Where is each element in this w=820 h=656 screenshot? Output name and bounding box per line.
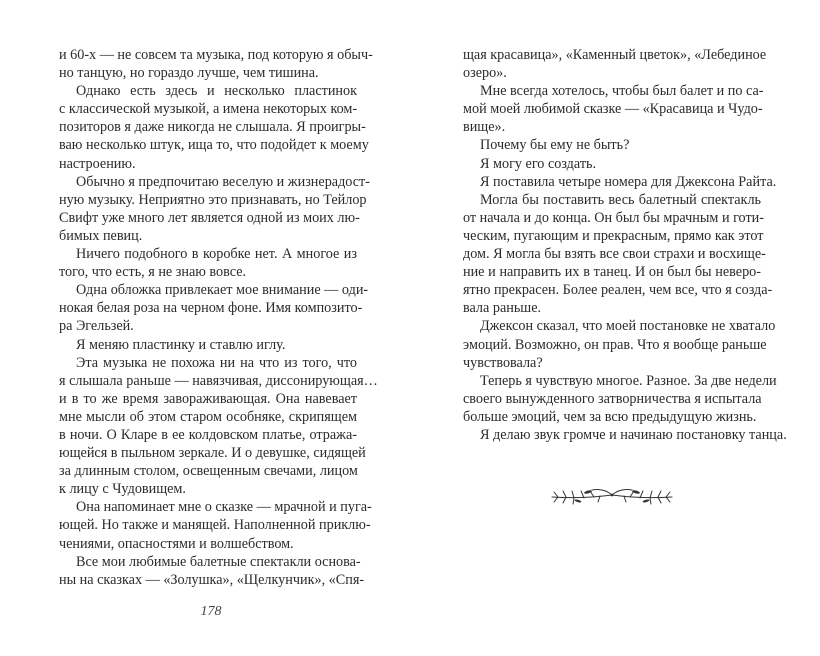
text-line: ющей. Но также и манящей. Наполненной приклю- <box>59 517 371 534</box>
text-line: от начала и до конца. Он был бы мрачным и готи- <box>463 209 764 226</box>
text-line: мой моей любимой сказке — «Красавица и Чудо- <box>463 101 763 118</box>
text-line: мне мысли об этом старом особняке, скрипящем <box>59 408 357 425</box>
text-line: и 60-х — не совсем та музыка, под которую я обыч- <box>59 47 373 63</box>
text-line: ваю несколько штук, ища то, что подойдет к моему <box>59 137 369 154</box>
text-line: ческим, пугающим и прекрасным, прямо как этот <box>463 227 764 244</box>
text-line: за длинным столом, освещенным свечами, лицом <box>59 463 358 480</box>
text-line: Почему бы ему не быть? <box>480 137 630 154</box>
text-line: Эта музыка не похожа ни на что из того, что <box>76 354 357 371</box>
text-line: Я поставила четыре номера для Джексона Райта. <box>480 173 777 190</box>
text-line: вала раньше. <box>463 300 542 317</box>
floral-divider-icon <box>548 484 676 506</box>
text-line: к лицу с Чудовищем. <box>59 481 186 498</box>
text-line: Джексон сказал, что моей постановке не хватало <box>480 318 776 335</box>
text-line: бимых певиц. <box>59 227 143 244</box>
text-line: ние и направить их в танец. И он был бы неверо- <box>463 264 761 281</box>
text-line: ную музыку. Неприятно это признавать, но Тейлор <box>59 191 367 208</box>
text-line: чениями, опасностями и волшебством. <box>59 535 294 552</box>
text-line: я слышала раньше — навязчивая, диссонирующая… <box>59 372 378 389</box>
text-line: Мне всегда хотелось, чтобы был балет и по са- <box>480 83 764 100</box>
text-line: больше эмоций, чем за всю предыдущую жизнь. <box>463 408 757 425</box>
text-line: озеро». <box>463 65 507 82</box>
text-line: своего вынужденного затворничества я испытала <box>463 390 762 407</box>
text-line: но танцую, но гораздо лучше, чем тишина. <box>59 65 319 82</box>
text-line: в ночи. О Кларе в ее колдовском платье, отража- <box>59 426 357 443</box>
text-line: Все мои любимые балетные спектакли основа- <box>76 553 361 570</box>
text-line: позиторов я даже никогда не слышала. Я проигры- <box>59 119 366 136</box>
text-line: ятно прекрасен. Более реален, чем все, что я созда- <box>463 282 773 299</box>
text-line: ра Эгельзей. <box>59 318 134 335</box>
text-line: Однако есть здесь и несколько пластинок <box>76 83 357 100</box>
text-line: Теперь я чувствую многое. Разное. За две недели <box>480 372 777 389</box>
text-line: Я могу его создать. <box>480 155 597 172</box>
page-number: 178 <box>200 604 222 619</box>
text-line: с классической музыкой, а имена некоторых ком- <box>59 101 358 118</box>
text-line: ны на сказках — «Золушка», «Щелкунчик», «Спя- <box>59 571 365 588</box>
text-line: Обычно я предпочитаю веселую и жизнерадост- <box>76 173 370 190</box>
text-line: ющейся в пыльном зеркале. И о девушке, сидящей <box>59 445 366 462</box>
text-line: Могла бы поставить весь балетный спектакль <box>480 191 761 208</box>
text-line: Она напоминает мне о сказке — мрачной и пуга- <box>76 499 372 516</box>
text-line: эмоций. Возможно, он прав. Что я вообще раньше <box>463 336 767 353</box>
text-line: Ничего подобного в коробке нет. А многое из <box>76 246 357 263</box>
text-line: Я делаю звук громче и начинаю постановку танца. <box>480 426 787 443</box>
text-line: дом. Я могла бы взять все свои страхи и восхище- <box>463 246 766 263</box>
text-line: Свифт уже много лет является одной из моих лю- <box>59 209 360 226</box>
text-line: чувствовала? <box>463 354 543 371</box>
text-line: и в то же время завораживающая. Она навевает <box>59 390 357 407</box>
text-line: вище». <box>463 119 506 136</box>
text-line: Я меняю пластинку и ставлю иглу. <box>76 336 286 353</box>
text-line: нокая белая роза на черном фоне. Имя композито- <box>59 300 363 317</box>
text-line: настроению. <box>59 155 136 172</box>
text-line: щая красавица», «Каменный цветок», «Лебединое <box>463 47 767 63</box>
right-page-text <box>463 46 787 444</box>
left-page-text <box>59 46 378 589</box>
text-line: Одна обложка привлекает мое внимание — оди- <box>76 282 369 299</box>
text-line: того, что есть, я не знаю вовсе. <box>59 264 247 281</box>
